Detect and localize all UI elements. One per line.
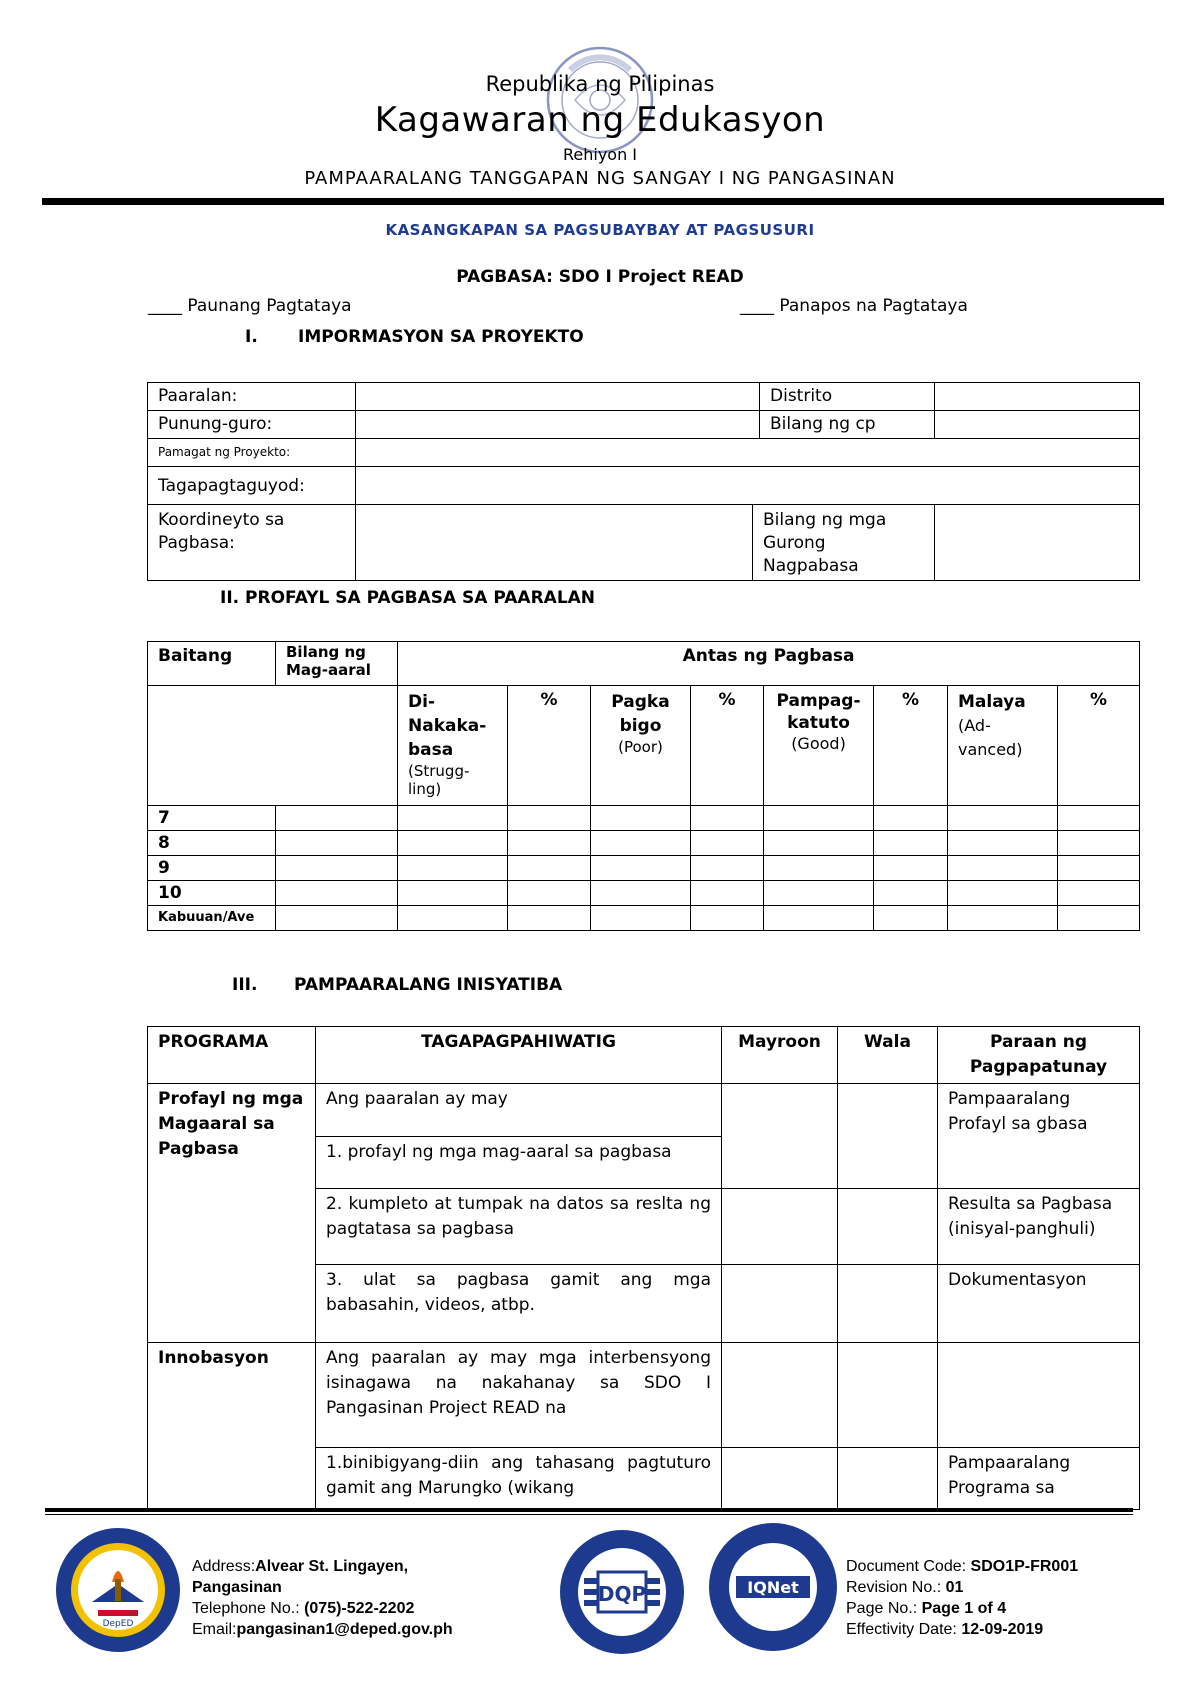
di-nakakabasa-header bbox=[398, 686, 508, 806]
indicator-intro: Ang paaralan ay may bbox=[316, 1084, 722, 1137]
document-info-block bbox=[846, 1556, 1078, 1640]
c1-paren1: (Strugg- bbox=[408, 762, 470, 780]
email-label: Email: bbox=[192, 1621, 237, 1638]
republic-label: Republika ng Pilipinas bbox=[485, 72, 715, 96]
pamagat-field[interactable] bbox=[356, 439, 1140, 467]
effectivity-value: 12-09-2019 bbox=[961, 1621, 1044, 1638]
section1-number: I. bbox=[245, 327, 258, 347]
data-cell[interactable] bbox=[1058, 881, 1140, 906]
tagapagtaguyod-label: Tagapagtaguyod: bbox=[148, 467, 356, 505]
data-cell[interactable] bbox=[276, 831, 398, 856]
indicator-1: 1. profayl ng mga mag-aaral sa pagbasa bbox=[316, 1137, 722, 1189]
post-assessment-option[interactable]: ____ Panapos na Pagtataya bbox=[740, 296, 968, 316]
total-label: Kabuuan/Ave bbox=[148, 906, 276, 931]
data-cell[interactable] bbox=[508, 806, 591, 831]
data-cell[interactable] bbox=[874, 806, 948, 831]
project-info-table bbox=[147, 382, 1140, 581]
c1-paren2: ling) bbox=[408, 780, 442, 798]
data-cell[interactable] bbox=[1058, 806, 1140, 831]
data-cell[interactable] bbox=[398, 856, 508, 881]
punungguro-field[interactable] bbox=[356, 411, 760, 439]
data-cell[interactable] bbox=[276, 906, 398, 931]
data-cell[interactable] bbox=[508, 881, 591, 906]
dqp-iso-icon bbox=[554, 1526, 690, 1658]
data-cell[interactable] bbox=[508, 856, 591, 881]
paaralan-field[interactable] bbox=[356, 383, 760, 411]
pampagkatuto-header bbox=[764, 686, 874, 806]
address-label: Address: bbox=[192, 1558, 256, 1575]
c3-line2: katuto bbox=[787, 713, 850, 733]
data-cell[interactable] bbox=[948, 881, 1058, 906]
section3-number: III. bbox=[232, 975, 258, 995]
grade-label: 10 bbox=[148, 881, 276, 906]
bilang-guro-line1: Bilang ng mga bbox=[763, 510, 887, 530]
indicator-3: 3. ulat sa pagbasa gamit ang mga babasahin, videos, atbp. bbox=[316, 1265, 722, 1343]
empty-cell bbox=[148, 686, 398, 806]
pct-header-3: % bbox=[874, 686, 948, 806]
data-cell[interactable] bbox=[874, 906, 948, 931]
table-row bbox=[148, 806, 1140, 831]
c2-line2: bigo bbox=[619, 716, 662, 736]
c1-line1: Di- bbox=[408, 692, 435, 712]
bilang-guro-label bbox=[753, 505, 935, 581]
program-innobasyon: Innobasyon bbox=[148, 1343, 316, 1510]
bilang-header-line2: Mag-aaral bbox=[286, 661, 371, 679]
programa-header: PROGRAMA bbox=[148, 1027, 316, 1084]
data-cell[interactable] bbox=[508, 831, 591, 856]
punungguro-label: Punung-guro: bbox=[148, 411, 356, 439]
data-cell[interactable] bbox=[874, 881, 948, 906]
pamagat-label: Pamagat ng Proyekto: bbox=[148, 439, 356, 467]
paraan-line2: Pagpapatunay bbox=[969, 1057, 1108, 1077]
data-cell[interactable] bbox=[508, 906, 591, 931]
pct-header-4: % bbox=[1058, 686, 1140, 806]
svg-text:DQP: DQP bbox=[597, 1582, 647, 1606]
data-cell[interactable] bbox=[948, 831, 1058, 856]
section2-title: II. PROFAYL SA PAGBASA SA PAARALAN bbox=[220, 588, 596, 608]
footer-divider bbox=[45, 1508, 1133, 1512]
section3-title: PAMPAARALANG INISYATIBA bbox=[294, 975, 563, 995]
pct-header-1: % bbox=[508, 686, 591, 806]
pre-assessment-option[interactable]: ____ Paunang Pagtataya bbox=[148, 296, 352, 316]
paraan-line1: Paraan ng bbox=[989, 1032, 1088, 1052]
data-cell[interactable] bbox=[691, 906, 764, 931]
data-cell[interactable] bbox=[764, 856, 874, 881]
data-cell[interactable] bbox=[948, 806, 1058, 831]
data-cell[interactable] bbox=[398, 806, 508, 831]
wala-check[interactable] bbox=[838, 1448, 938, 1510]
address-block bbox=[192, 1556, 453, 1640]
data-cell[interactable] bbox=[691, 831, 764, 856]
c1-line2: Nakaka- bbox=[408, 716, 487, 736]
wala-check[interactable] bbox=[838, 1343, 938, 1448]
data-cell[interactable] bbox=[1058, 856, 1140, 881]
distrito-field[interactable] bbox=[935, 383, 1140, 411]
mov-empty bbox=[938, 1343, 1140, 1448]
mayroon-check[interactable] bbox=[722, 1084, 838, 1189]
bilang-header bbox=[276, 642, 398, 686]
project-title: PAGBASA: SDO I Project READ bbox=[456, 267, 744, 287]
data-cell[interactable] bbox=[591, 881, 691, 906]
region-label: Rehiyon I bbox=[562, 145, 638, 164]
data-cell[interactable] bbox=[1058, 831, 1140, 856]
mov-dokumentasyon: Dokumentasyon bbox=[938, 1265, 1140, 1343]
c4-line3: vanced) bbox=[958, 740, 1023, 759]
antas-header: Antas ng Pagbasa bbox=[398, 642, 1140, 686]
data-cell[interactable] bbox=[764, 881, 874, 906]
indicator-2: 2. kumpleto at tumpak na datos sa reslta ng pagtatasa sa pagbasa bbox=[316, 1189, 722, 1265]
data-cell[interactable] bbox=[398, 906, 508, 931]
address-line2: Pangasinan bbox=[192, 1579, 282, 1596]
page-label: Page No.: bbox=[846, 1600, 922, 1617]
koordineyto-line1: Koordineyto sa bbox=[158, 510, 285, 530]
bilang-guro-field[interactable] bbox=[935, 505, 1140, 581]
iqnet-certified-icon bbox=[706, 1520, 840, 1654]
table-row bbox=[148, 881, 1140, 906]
bilang-cp-field[interactable] bbox=[935, 411, 1140, 439]
c1-line3: basa bbox=[408, 740, 454, 760]
baitang-header: Baitang bbox=[148, 642, 276, 686]
revision-label: Revision No.: bbox=[846, 1579, 946, 1596]
c2-paren: (Poor) bbox=[618, 738, 663, 756]
data-cell[interactable] bbox=[591, 806, 691, 831]
mov-programa: Pampaaralang Programa sa bbox=[938, 1448, 1140, 1510]
data-cell[interactable] bbox=[691, 881, 764, 906]
initiatives-table bbox=[147, 1026, 1140, 1510]
mayroon-check[interactable] bbox=[722, 1189, 838, 1265]
tagapagtaguyod-field[interactable] bbox=[356, 467, 1140, 505]
doc-code-value: SDO1P-FR001 bbox=[970, 1558, 1079, 1575]
doc-code-label: Document Code: bbox=[846, 1558, 971, 1575]
grade-label: 7 bbox=[148, 806, 276, 831]
wala-check[interactable] bbox=[838, 1265, 938, 1343]
koordineyto-line2: Pagbasa: bbox=[158, 533, 235, 553]
distrito-label: Distrito bbox=[760, 383, 935, 411]
c4-line2: (Ad- bbox=[958, 716, 991, 735]
data-cell[interactable] bbox=[764, 906, 874, 931]
indicator-innobasyon-intro: Ang paaralan ay may mga interbensyong isinagawa na nakahanay sa SDO I Pangasinan Project READ na bbox=[316, 1343, 722, 1448]
wala-header: Wala bbox=[838, 1027, 938, 1084]
data-cell[interactable] bbox=[1058, 906, 1140, 931]
paaralan-label: Paaralan: bbox=[148, 383, 356, 411]
mayroon-header: Mayroon bbox=[722, 1027, 838, 1084]
data-cell[interactable] bbox=[591, 906, 691, 931]
data-cell[interactable] bbox=[764, 831, 874, 856]
data-cell[interactable] bbox=[398, 831, 508, 856]
telephone-label: Telephone No.: bbox=[192, 1600, 305, 1617]
data-cell[interactable] bbox=[874, 856, 948, 881]
department-label: Kagawaran ng Edukasyon bbox=[374, 100, 826, 140]
data-cell[interactable] bbox=[276, 856, 398, 881]
tagapagpahiwatig-header: TAGAPAGPAHIWATIG bbox=[316, 1027, 722, 1084]
data-cell[interactable] bbox=[691, 806, 764, 831]
koordineyto-label bbox=[148, 505, 356, 581]
page-value: Page 1 of 4 bbox=[921, 1600, 1007, 1617]
mayroon-check[interactable] bbox=[722, 1343, 838, 1448]
pct-header-2: % bbox=[691, 686, 764, 806]
mov-profayl: Pampaaralang Profayl sa gbasa bbox=[938, 1084, 1140, 1189]
wala-check[interactable] bbox=[838, 1189, 938, 1265]
koordineyto-field[interactable] bbox=[356, 505, 753, 581]
pagkabigo-header bbox=[591, 686, 691, 806]
grade-label: 8 bbox=[148, 831, 276, 856]
telephone-value: (075)-522-2202 bbox=[304, 1600, 415, 1617]
reading-profile-table bbox=[147, 641, 1140, 931]
bilang-header-line1: Bilang ng bbox=[286, 643, 366, 661]
data-cell[interactable] bbox=[276, 806, 398, 831]
c3-line1: Pampag- bbox=[776, 691, 861, 711]
data-cell[interactable] bbox=[874, 831, 948, 856]
office-label: PAMPAARALANG TANGGAPAN NG SANGAY I NG PANGASINAN bbox=[304, 168, 896, 189]
effectivity-label: Effectivity Date: bbox=[846, 1621, 962, 1638]
wala-check[interactable] bbox=[838, 1084, 938, 1189]
data-cell[interactable] bbox=[591, 856, 691, 881]
sdo-seal-icon bbox=[52, 1524, 184, 1656]
c4-line1: Malaya bbox=[958, 692, 1026, 712]
svg-text:IQNet: IQNet bbox=[747, 1578, 799, 1597]
data-cell[interactable] bbox=[398, 881, 508, 906]
email-link[interactable]: pangasinan1@deped.gov.ph bbox=[236, 1621, 453, 1638]
bilang-cp-label: Bilang ng cp bbox=[760, 411, 935, 439]
address-line1: Alvear St. Lingayen, bbox=[255, 1558, 409, 1575]
data-cell[interactable] bbox=[591, 831, 691, 856]
section1-title: IMPORMASYON SA PROYEKTO bbox=[298, 327, 584, 347]
bilang-guro-line2: Gurong Nagpabasa bbox=[763, 533, 859, 576]
malaya-header bbox=[948, 686, 1058, 806]
data-cell[interactable] bbox=[764, 806, 874, 831]
header-divider bbox=[42, 198, 1164, 205]
c2-line1: Pagka bbox=[611, 692, 670, 712]
data-cell[interactable] bbox=[948, 906, 1058, 931]
paraan-header bbox=[938, 1027, 1140, 1084]
data-cell[interactable] bbox=[691, 856, 764, 881]
footer-divider-thin bbox=[45, 1514, 1133, 1515]
tool-title: KASANGKAPAN SA PAGSUBAYBAY AT PAGSUSURI bbox=[385, 221, 815, 239]
grade-label: 9 bbox=[148, 856, 276, 881]
table-row bbox=[148, 856, 1140, 881]
indicator-innobasyon-1: 1.binibigyang-diin ang tahasang pagtuturo gamit ang Marungko (wikang bbox=[316, 1448, 722, 1510]
svg-text:DepED: DepED bbox=[102, 1619, 134, 1629]
data-cell[interactable] bbox=[276, 881, 398, 906]
table-row bbox=[148, 906, 1140, 931]
table-row bbox=[148, 831, 1140, 856]
mayroon-check[interactable] bbox=[722, 1448, 838, 1510]
mov-resulta: Resulta sa Pagbasa (inisyal-panghuli) bbox=[938, 1189, 1140, 1265]
revision-value: 01 bbox=[945, 1579, 964, 1596]
c3-paren: (Good) bbox=[791, 734, 846, 753]
mayroon-check[interactable] bbox=[722, 1265, 838, 1343]
program-profayl: Profayl ng mga Magaaral sa Pagbasa bbox=[148, 1084, 316, 1343]
data-cell[interactable] bbox=[948, 856, 1058, 881]
